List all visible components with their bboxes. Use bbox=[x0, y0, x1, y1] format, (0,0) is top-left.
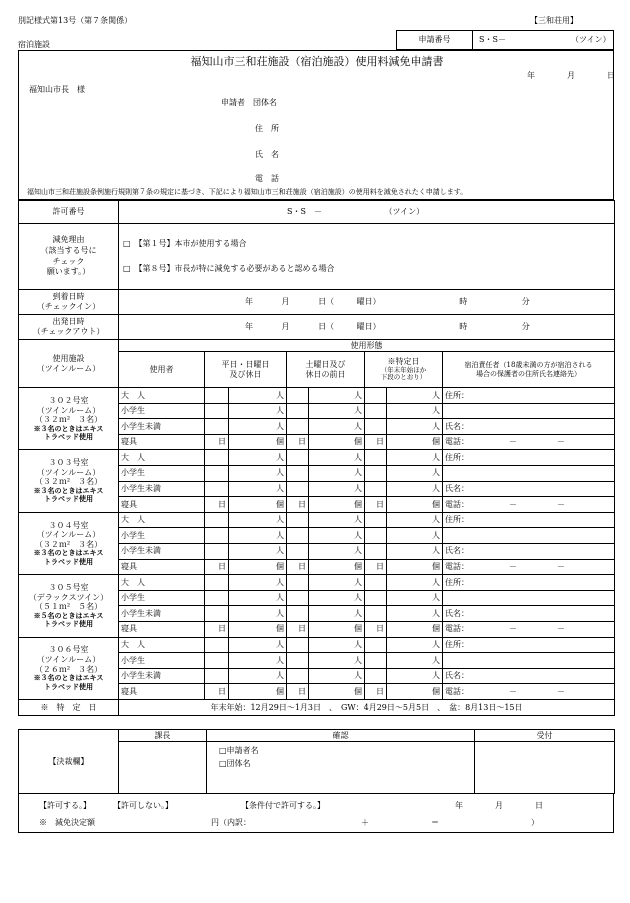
row-user-type: 大 人 bbox=[119, 575, 205, 591]
applicant-org-label: 申請者 団体名 bbox=[221, 98, 277, 107]
person-count[interactable]: 人 bbox=[387, 481, 443, 497]
person-count[interactable]: 人 bbox=[387, 543, 443, 559]
row-user-type: 小学生 bbox=[119, 590, 205, 606]
count-spacer bbox=[287, 403, 309, 419]
row-user-type: 寝具 bbox=[119, 497, 205, 513]
application-number-box bbox=[396, 30, 614, 50]
row-user-type: 寝具 bbox=[119, 621, 205, 637]
arrival-label: 到着日時 （チェックイン） bbox=[19, 290, 119, 315]
responsible-address[interactable]: 住所： bbox=[443, 637, 615, 653]
bedding-count[interactable]: 個 bbox=[387, 559, 443, 575]
person-count[interactable]: 人 bbox=[387, 465, 443, 481]
permit-label: 許可番号 bbox=[19, 201, 119, 224]
bedding-count[interactable]: 個 bbox=[309, 559, 365, 575]
count-spacer bbox=[205, 606, 229, 622]
responsible-name[interactable]: 氏名： bbox=[443, 543, 615, 559]
responsible-phone[interactable]: 電話： － － bbox=[443, 497, 615, 513]
person-count[interactable]: 人 bbox=[229, 543, 287, 559]
count-spacer bbox=[205, 512, 229, 528]
row-user-type: 大 人 bbox=[119, 388, 205, 404]
approval-receipt-header: 受付 bbox=[475, 730, 615, 742]
row-user-type: 大 人 bbox=[119, 512, 205, 528]
bedding-count[interactable]: 個 bbox=[309, 434, 365, 450]
bedding-days[interactable]: 日 bbox=[205, 434, 229, 450]
person-count[interactable]: 人 bbox=[387, 512, 443, 528]
person-count[interactable]: 人 bbox=[229, 512, 287, 528]
person-count[interactable]: 人 bbox=[229, 481, 287, 497]
bedding-count[interactable]: 個 bbox=[229, 621, 287, 637]
person-count[interactable]: 人 bbox=[229, 637, 287, 653]
applicant-name-label: 氏 名 bbox=[255, 150, 279, 159]
person-count[interactable]: 人 bbox=[309, 606, 365, 622]
person-count[interactable]: 人 bbox=[309, 590, 365, 606]
responsible-address[interactable]: 住所： bbox=[443, 388, 615, 404]
person-count[interactable]: 人 bbox=[229, 388, 287, 404]
table-row bbox=[19, 512, 615, 528]
responsible-phone[interactable]: 電話： － － bbox=[443, 559, 615, 575]
responsible-address-cont[interactable] bbox=[443, 465, 615, 481]
approval-receipt-cell[interactable] bbox=[475, 742, 615, 794]
permit-option[interactable]: 【許可する。】 bbox=[39, 801, 91, 810]
count-spacer bbox=[287, 606, 309, 622]
person-count[interactable]: 人 bbox=[229, 465, 287, 481]
responsible-name[interactable]: 氏名： bbox=[443, 606, 615, 622]
row-user-type: 小学生未満 bbox=[119, 606, 205, 622]
person-count[interactable]: 人 bbox=[229, 419, 287, 435]
decision-block bbox=[18, 793, 614, 833]
table-row bbox=[19, 637, 615, 653]
room-label: ３０４号室 （ツインルーム） （３２ｍ² ３名） ※３名のときはエキス トラベッド使用 bbox=[19, 512, 119, 574]
person-count[interactable]: 人 bbox=[309, 450, 365, 466]
row-user-type: 寝具 bbox=[119, 684, 205, 700]
person-count[interactable]: 人 bbox=[309, 465, 365, 481]
usage-table bbox=[18, 339, 615, 716]
count-spacer bbox=[365, 450, 387, 466]
approval-chief-cell[interactable] bbox=[119, 742, 207, 794]
count-spacer bbox=[205, 450, 229, 466]
approval-chief-header: 課長 bbox=[119, 730, 207, 742]
approval-confirm-header: 確認 bbox=[207, 730, 475, 742]
count-spacer bbox=[365, 606, 387, 622]
person-count[interactable]: 人 bbox=[387, 528, 443, 544]
person-count[interactable]: 人 bbox=[229, 668, 287, 684]
count-spacer bbox=[205, 653, 229, 669]
approval-table bbox=[18, 729, 615, 794]
date-year: 年 bbox=[527, 71, 535, 80]
person-count[interactable]: 人 bbox=[229, 653, 287, 669]
responsible-address[interactable]: 住所： bbox=[443, 512, 615, 528]
usage-saturday-header: 土曜日及び 休日の前日 bbox=[287, 352, 365, 388]
check-org-name[interactable]: □団体名 bbox=[219, 758, 251, 768]
row-user-type: 小学生未満 bbox=[119, 419, 205, 435]
bedding-count[interactable]: 個 bbox=[229, 559, 287, 575]
application-number-twin: （ツイン） bbox=[571, 35, 611, 44]
person-count[interactable]: 人 bbox=[229, 450, 287, 466]
reduction-close: ） bbox=[531, 818, 539, 827]
facility-type: 宿泊施設 bbox=[18, 40, 50, 49]
person-count[interactable]: 人 bbox=[309, 637, 365, 653]
count-spacer bbox=[365, 543, 387, 559]
count-spacer bbox=[365, 668, 387, 684]
arrival-datetime[interactable]: 年 月 日（ 曜日） 時 分 bbox=[119, 290, 615, 315]
room-label: ３０６号室 （ツインルーム） （２６ｍ² ３名） ※３名のときはエキス トラベッド使用 bbox=[19, 637, 119, 699]
count-spacer bbox=[287, 590, 309, 606]
person-count[interactable]: 人 bbox=[309, 653, 365, 669]
responsible-name[interactable]: 氏名： bbox=[443, 481, 615, 497]
usage-facility-header: 使用施設 （ツインルーム） bbox=[19, 340, 119, 388]
reason-label: 減免理由 （該当する号に チェック 願います。） bbox=[19, 224, 119, 290]
table-row bbox=[19, 388, 615, 404]
count-spacer bbox=[205, 668, 229, 684]
row-user-type: 小学生未満 bbox=[119, 668, 205, 684]
row-user-type: 小学生未満 bbox=[119, 543, 205, 559]
bedding-days[interactable]: 日 bbox=[287, 621, 309, 637]
count-spacer bbox=[205, 403, 229, 419]
form-label: 別記様式第13号（第７条関係） bbox=[18, 16, 133, 25]
count-spacer bbox=[365, 481, 387, 497]
bedding-days[interactable]: 日 bbox=[365, 559, 387, 575]
count-spacer bbox=[287, 543, 309, 559]
reduction-amount-yen: 円（内訳： bbox=[211, 818, 251, 827]
responsible-name[interactable]: 氏名： bbox=[443, 419, 615, 435]
approval-confirm-cell bbox=[207, 742, 475, 794]
row-user-type: 小学生 bbox=[119, 465, 205, 481]
reduction-amount-label: ※ 減免決定額 bbox=[39, 818, 95, 827]
person-count[interactable]: 人 bbox=[309, 512, 365, 528]
date-day: 日 bbox=[607, 71, 615, 80]
count-spacer bbox=[205, 481, 229, 497]
decision-day: 日 bbox=[535, 801, 543, 810]
bedding-days[interactable]: 日 bbox=[287, 684, 309, 700]
table-row bbox=[19, 575, 615, 591]
count-spacer bbox=[205, 465, 229, 481]
responsible-address-cont[interactable] bbox=[443, 403, 615, 419]
permit-value: S・S － bbox=[287, 207, 322, 217]
reason-options bbox=[119, 224, 615, 290]
bedding-count[interactable]: 個 bbox=[229, 684, 287, 700]
count-spacer bbox=[365, 528, 387, 544]
person-count[interactable]: 人 bbox=[387, 637, 443, 653]
room-label: ３０５号室 （デラックスツイン） （５１ｍ² ５名） ※５名のときはエキス トラベッド使用 bbox=[19, 575, 119, 637]
applicant-phone-label: 電 話 bbox=[255, 174, 279, 183]
count-spacer bbox=[365, 388, 387, 404]
count-spacer bbox=[287, 481, 309, 497]
bedding-count[interactable]: 個 bbox=[387, 621, 443, 637]
special-day-value: 年末年始：12月29日～1月3日 、 GW：4月29日～5月5日 、 盆：8月13日～15日 bbox=[119, 699, 615, 715]
bedding-days[interactable]: 日 bbox=[365, 684, 387, 700]
approval-label: 【決裁欄】 bbox=[19, 730, 119, 794]
applicant-address-label: 住 所 bbox=[255, 124, 279, 133]
person-count[interactable]: 人 bbox=[309, 388, 365, 404]
responsible-name[interactable]: 氏名： bbox=[443, 668, 615, 684]
count-spacer bbox=[365, 403, 387, 419]
bedding-count[interactable]: 個 bbox=[387, 497, 443, 513]
count-spacer bbox=[287, 512, 309, 528]
person-count[interactable]: 人 bbox=[229, 403, 287, 419]
usage-weekday-header: 平日・日曜日 及び休日 bbox=[205, 352, 287, 388]
room-label: ３０３号室 （ツインルーム） （３２ｍ² ３名） ※３名のときはエキス トラベッド使用 bbox=[19, 450, 119, 512]
reduction-plus: ＋ bbox=[361, 818, 369, 827]
reduction-equals: ＝ bbox=[431, 818, 439, 827]
row-user-type: 小学生 bbox=[119, 403, 205, 419]
row-user-type: 小学生 bbox=[119, 653, 205, 669]
count-spacer bbox=[365, 653, 387, 669]
count-spacer bbox=[287, 653, 309, 669]
row-user-type: 小学生 bbox=[119, 528, 205, 544]
special-day-label: ※ 特 定 日 bbox=[19, 699, 119, 715]
count-spacer bbox=[287, 465, 309, 481]
count-spacer bbox=[205, 637, 229, 653]
count-spacer bbox=[205, 419, 229, 435]
responsible-phone[interactable]: 電話： － － bbox=[443, 434, 615, 450]
bedding-days[interactable]: 日 bbox=[365, 497, 387, 513]
table-row bbox=[19, 450, 615, 466]
responsible-address[interactable]: 住所： bbox=[443, 575, 615, 591]
reason-option-8[interactable]: □ 【第８号】市長が特に減免する必要があると認める場合 bbox=[123, 264, 335, 273]
bedding-days[interactable]: 日 bbox=[205, 497, 229, 513]
decision-month: 月 bbox=[495, 801, 503, 810]
departure-label: 出発日時 （チェックアウト） bbox=[19, 315, 119, 340]
count-spacer bbox=[365, 465, 387, 481]
responsible-phone[interactable]: 電話： － － bbox=[443, 621, 615, 637]
usage-responsible-header: 宿泊責任者（18歳未満の方が宿泊される 場合の保護者の住所氏名連絡先） bbox=[443, 352, 615, 388]
person-count[interactable]: 人 bbox=[229, 590, 287, 606]
check-applicant-name[interactable]: □申請者名 bbox=[219, 746, 259, 755]
usage-form-header: 使用形態 bbox=[119, 340, 615, 352]
count-spacer bbox=[287, 637, 309, 653]
responsible-address-cont[interactable] bbox=[443, 653, 615, 669]
bedding-count[interactable]: 個 bbox=[309, 621, 365, 637]
count-spacer bbox=[287, 668, 309, 684]
person-count[interactable]: 人 bbox=[229, 606, 287, 622]
person-count[interactable]: 人 bbox=[387, 653, 443, 669]
count-spacer bbox=[365, 575, 387, 591]
row-user-type: 小学生未満 bbox=[119, 481, 205, 497]
count-spacer bbox=[287, 528, 309, 544]
row-user-type: 大 人 bbox=[119, 450, 205, 466]
decision-year: 年 bbox=[455, 801, 463, 810]
room-label: ３０２号室 （ツインルーム） （３２ｍ² ３名） ※３名のときはエキス トラベッド使用 bbox=[19, 388, 119, 450]
usage-user-header: 使用者 bbox=[119, 352, 205, 388]
bedding-days[interactable]: 日 bbox=[365, 621, 387, 637]
person-count[interactable]: 人 bbox=[309, 419, 365, 435]
count-spacer bbox=[365, 590, 387, 606]
responsible-phone[interactable]: 電話： － － bbox=[443, 684, 615, 700]
application-number-label: 申請番号 bbox=[397, 31, 473, 49]
addressee: 福知山市長 様 bbox=[29, 85, 85, 94]
person-count[interactable]: 人 bbox=[229, 575, 287, 591]
date-month: 月 bbox=[567, 71, 575, 80]
bedding-days[interactable]: 日 bbox=[287, 559, 309, 575]
permit-value-cell[interactable] bbox=[119, 201, 615, 224]
count-spacer bbox=[205, 543, 229, 559]
row-user-type: 寝具 bbox=[119, 559, 205, 575]
reason-option-1[interactable]: □ 【第１号】本市が使用する場合 bbox=[123, 239, 247, 249]
responsible-address-cont[interactable] bbox=[443, 590, 615, 606]
room-rows bbox=[19, 388, 615, 700]
application-number-value[interactable]: S・S－ bbox=[479, 35, 506, 44]
person-count[interactable]: 人 bbox=[387, 668, 443, 684]
bedding-count[interactable]: 個 bbox=[387, 684, 443, 700]
bedding-count[interactable]: 個 bbox=[387, 434, 443, 450]
person-count[interactable]: 人 bbox=[387, 388, 443, 404]
facility-tag: 【三和荘用】 bbox=[530, 16, 578, 25]
person-count[interactable]: 人 bbox=[309, 575, 365, 591]
application-header-block bbox=[18, 50, 614, 200]
bedding-days[interactable]: 日 bbox=[205, 621, 229, 637]
row-user-type: 寝具 bbox=[119, 434, 205, 450]
person-count[interactable]: 人 bbox=[387, 590, 443, 606]
conditional-permit-option[interactable]: 【条件付で許可する。】 bbox=[241, 801, 325, 810]
person-count[interactable]: 人 bbox=[309, 668, 365, 684]
bedding-count[interactable]: 個 bbox=[309, 684, 365, 700]
person-count[interactable]: 人 bbox=[387, 575, 443, 591]
application-statement: 福知山市三和荘施設条例施行規則第７条の規定に基づき、下記により福知山市三和荘施設（宿泊施設）の使用料を減免されたく申請します。 bbox=[27, 188, 468, 196]
count-spacer bbox=[287, 575, 309, 591]
person-count[interactable]: 人 bbox=[387, 403, 443, 419]
person-count[interactable]: 人 bbox=[229, 528, 287, 544]
count-spacer bbox=[205, 590, 229, 606]
usage-special-header: ※特定日 （年末年始ほか 下段のとおり） bbox=[365, 352, 443, 388]
count-spacer bbox=[205, 575, 229, 591]
page-title: 福知山市三和荘施設（宿泊施設）使用料減免申請書 bbox=[190, 55, 444, 68]
permit-table bbox=[18, 200, 615, 340]
bedding-days[interactable]: 日 bbox=[205, 684, 229, 700]
person-count[interactable]: 人 bbox=[387, 419, 443, 435]
bedding-days[interactable]: 日 bbox=[365, 434, 387, 450]
bedding-count[interactable]: 個 bbox=[309, 497, 365, 513]
count-spacer bbox=[365, 512, 387, 528]
person-count[interactable]: 人 bbox=[387, 606, 443, 622]
person-count[interactable]: 人 bbox=[387, 450, 443, 466]
bedding-count[interactable]: 個 bbox=[229, 497, 287, 513]
row-user-type: 大 人 bbox=[119, 637, 205, 653]
responsible-address-cont[interactable] bbox=[443, 528, 615, 544]
permit-twin: （ツイン） bbox=[384, 207, 425, 217]
person-count[interactable]: 人 bbox=[309, 481, 365, 497]
count-spacer bbox=[287, 419, 309, 435]
bedding-days[interactable]: 日 bbox=[287, 434, 309, 450]
not-permit-option[interactable]: 【許可しない。】 bbox=[113, 801, 173, 810]
count-spacer bbox=[205, 528, 229, 544]
count-spacer bbox=[365, 419, 387, 435]
bedding-days[interactable]: 日 bbox=[205, 559, 229, 575]
person-count[interactable]: 人 bbox=[309, 403, 365, 419]
bedding-days[interactable]: 日 bbox=[287, 497, 309, 513]
count-spacer bbox=[365, 637, 387, 653]
person-count[interactable]: 人 bbox=[309, 528, 365, 544]
count-spacer bbox=[287, 388, 309, 404]
responsible-address[interactable]: 住所： bbox=[443, 450, 615, 466]
count-spacer bbox=[205, 388, 229, 404]
bedding-count[interactable]: 個 bbox=[229, 434, 287, 450]
count-spacer bbox=[287, 450, 309, 466]
departure-datetime[interactable]: 年 月 日（ 曜日） 時 分 bbox=[119, 315, 615, 340]
person-count[interactable]: 人 bbox=[309, 543, 365, 559]
